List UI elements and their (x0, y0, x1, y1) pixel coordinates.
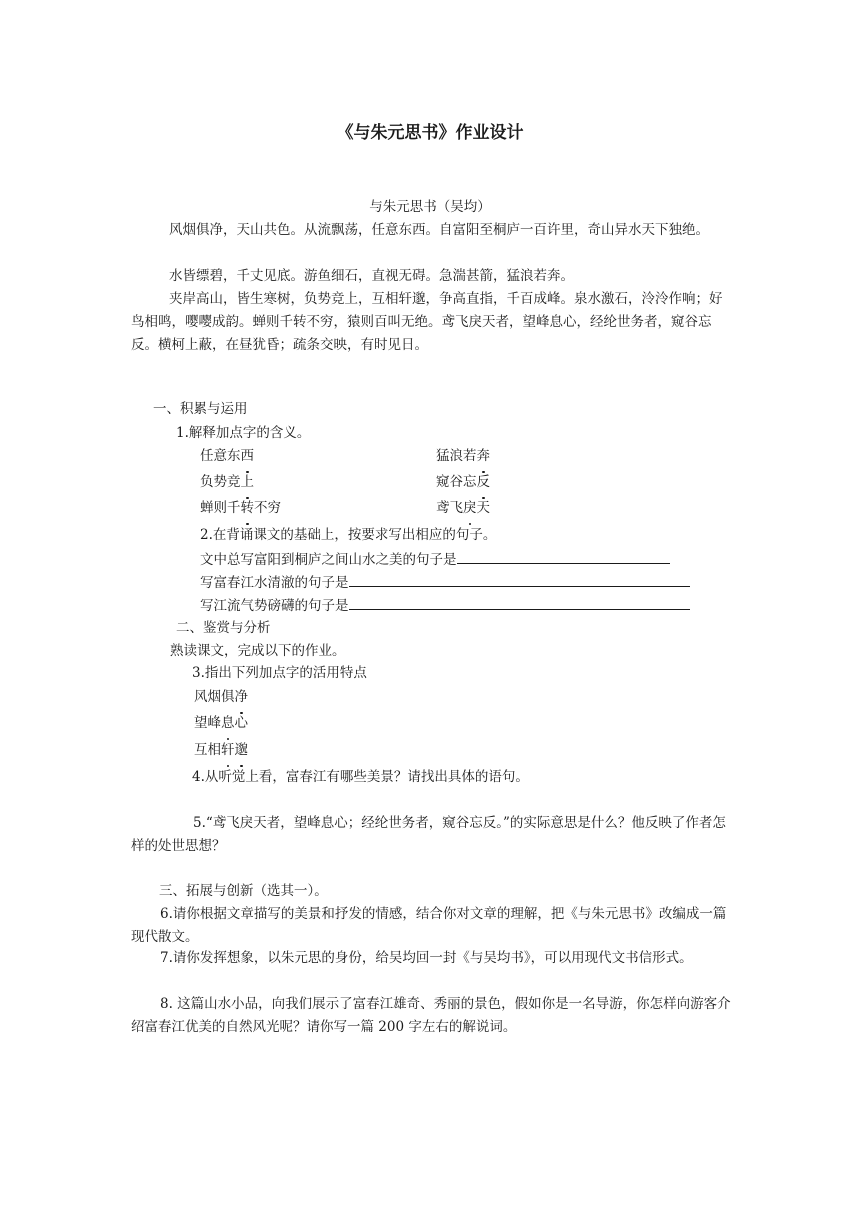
question-4: 4.从听觉上看，富春江有哪些美景？请找出具体的语句。 (192, 769, 529, 785)
dotted-char: 奔 (477, 445, 491, 468)
dotted-char: 反 (477, 471, 491, 494)
question-3: 3.指出下列加点字的活用特点 (192, 665, 367, 681)
question-8: 8. 这篇山水小品，向我们展示了富春江雄奇、秀丽的景色，假如你是一名导游，你怎样向游客介绍富春江优美的自然风光呢？请你写一篇 200 字左右的解说词。 (131, 996, 731, 1035)
section-3-heading: 三、拓展与创新（选其一）。 (159, 883, 328, 899)
q1-item: 蝉则千转不穷 (200, 497, 281, 520)
section-2-heading: 二、鉴赏与分析 (176, 620, 271, 636)
dotted-char: 轩 (221, 739, 235, 762)
section-2-intro: 熟读课文，完成以下的作业。 (170, 643, 346, 659)
passage-paragraph-2: 水皆缥碧，千丈见底。游鱼细石，直视无碍。急湍甚箭，猛浪若奔。 (169, 268, 574, 284)
dotted-char: 邈 (235, 739, 249, 762)
q2-line-b: 写富春江水清澈的句子是 (200, 571, 690, 595)
q2-line-a: 文中总写富阳到桐庐之间山水之美的句子是 (200, 548, 670, 572)
dotted-char: 转 (241, 497, 255, 520)
q3-item: 风烟俱净 (194, 686, 248, 709)
answer-blank[interactable] (457, 548, 670, 564)
q1-item: 任意东西 (200, 445, 254, 468)
question-7: 7.请你发挥想象，以朱元思的身份，给吴均回一封《与吴均书》，可以用现代文书信形式。 (160, 950, 693, 966)
dotted-char: 戾 (463, 497, 477, 520)
question-5: 5.“鸢飞戾天者，望峰息心；经纶世务者，窥谷忘反。”的实际意思是什么？他反映了作者怎样的处世思想？ (131, 815, 726, 854)
question-1: 1.解释加点字的含义。 (176, 425, 311, 441)
question-2: 2.在背诵课文的基础上，按要求写出相应的句子。 (200, 527, 497, 543)
document-title: 《与朱元思书》作业设计 (336, 123, 524, 143)
dotted-char: 息 (221, 712, 235, 735)
q1-item: 鸢飞戾天 (436, 497, 490, 520)
dotted-char: 净 (235, 686, 249, 709)
answer-blank[interactable] (349, 594, 690, 610)
q3-item: 望峰息心 (194, 712, 248, 735)
q2-line-c: 写江流气势磅礴的句子是 (200, 594, 690, 618)
question-6: 6.请你根据文章描写的美景和抒发的情感，结合你对文章的理解，把《与朱元思书》改编成一篇现代散文。 (131, 906, 727, 945)
q3-item: 互相轩邈 (194, 739, 248, 762)
dotted-char: 上 (241, 471, 255, 494)
passage-paragraph-1: 风烟俱净，天山共色。从流飘荡，任意东西。自富阳至桐庐一百许里，奇山异水天下独绝。 (169, 222, 709, 238)
q1-item: 猛浪若奔 (436, 445, 490, 468)
passage-heading: 与朱元思书（吴均） (369, 199, 491, 215)
q1-item: 负势竞上 (200, 471, 254, 494)
dotted-char: 西 (241, 445, 255, 468)
q1-item: 窥谷忘反 (436, 471, 490, 494)
answer-blank[interactable] (349, 571, 690, 587)
passage-paragraph-3: 夹岸高山，皆生寒树，负势竞上，互相轩邈，争高直指，千百成峰。泉水激石，泠泠作响；好鸟相鸣，嘤嘤成韵。蝉则千转不穷，猿则百叫无绝。鸢飞戾天者，望峰息心，经纶世务者，窥谷忘反。横柯上蔽，在昼犹昏；疏条交映，有时见日。 (131, 291, 723, 353)
section-1-heading: 一、积累与运用 (153, 401, 248, 417)
